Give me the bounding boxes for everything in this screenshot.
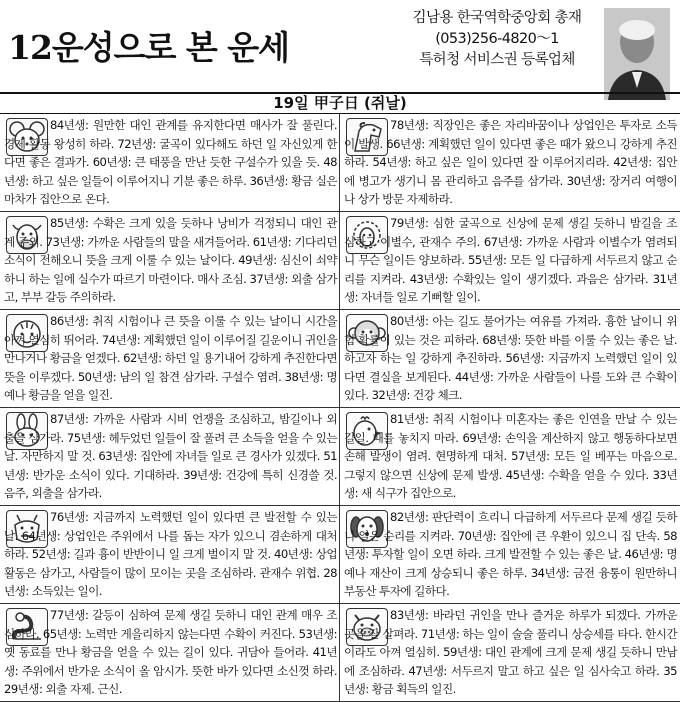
fortune-text: 87년생: 가까운 사람과 시비 언쟁을 조심하고, 밤길이나 외출을 삼가라. 75년생: 헤두었던 일들이 잘 풀려 큰 소득을 얻을 수 있는 날. 자만하지 말 것. 63년생: 집안에 자녀들 일로 큰 경사가 있겠다. 51년생: 반가운 소식이 있다. 기대하라. 39년생: 건강에 특히 신경쓸 것. 음주, 외출을 삼가라. [4,412,337,501]
fortune-text: 78년생: 직장인은 좋은 자리바꿈이나 상업인은 투자로 소득이 발생. 66년생: 계획했던 일이 있다면 좋은 때가 왔으니 강하게 추진하라. 54년생: 하고 싶은 일이 있다면 잘 이루어지리라. 42년생: 집안에 병고가 생기니 몸 관리하고 음주를 삼가라. 30년생: 장거리 여행이나 상가 방문 자제하라. [344,118,677,207]
fortune-text: 77년생: 갈등이 심하여 문제 생길 듯하니 대인 관계 매우 조심하라. 65년생: 노력만 게을리하지 않는다면 수확이 커진다. 53년생: 옛 동료를 만나 황금을 얻을 수 있는 길이 있다. 귀담아 들어라. 41년생: 주위에서 반가운 소식이 올 암시가. 뜻한 바가 있다면 소신껏 하라. 29년생: 외출 자제. 근신. [4,608,337,697]
phone-number: (053)256-4820～1 [435,31,559,47]
fortune-text: 84년생: 원만한 대인 관계를 유지한다면 매사가 잘 풀린다. 경제 활동 왕성히 하라. 72년생: 굴곡이 있다해도 하던 일 자신있게 한다면 좋은 결과가. 60년생: 큰 태풍을 만난 듯한 구설수가 있을 듯. 48년생: 하고 싶은 일들이 이루어지니 기분 좋은 하루. 36년생: 황금 실은 마차가 집안으로 온다. [4,118,337,207]
fortune-text: 85년생: 수확은 크게 있을 듯하나 낭비가 걱정되니 대인 관계 주의. 73년생: 가까운 사람들의 말을 새겨들어라. 61년생: 기다리던 소식이 전해오니 뜻을 크게 이룰 수 있는 날이다. 49년생: 심신이 쇠약하니 하는 일에 실수가 따르기 마련이다. 매사 조심. 37년생: 외출 삼가고, 부부 갈등 주의하라. [4,216,337,305]
fortune-text: 82년생: 판단력이 흐리니 다급하게 서두르다 문제 생길 듯하니 일은 순리를 지켜라. 70년생: 집안에 큰 우환이 있으니 집 단속. 58년생: 투자할 일이 오면 하라. 크게 발전할 수 있는 좋은 날. 46년생: 명예나 재산이 크게 상승되니 좋은 하루. 34년생: 금전 융통이 원만하니 부동산 투자에 길하다. [344,510,677,599]
fortune-text: 83년생: 바라던 귀인을 만나 즐거운 하루가 되겠다. 가까운 곳을 잘 살펴라. 71년생: 하는 일이 술술 풀리니 상승세를 타다. 한시간이라도 아껴 열심히. 59년생: 대인 관계에 크게 문제 생길 듯하니 만남에 조심하라. 47년생: 서두르지 말고 하고 싶은 일 심사숙고 하라. 35년생: 황금 획득의 일진. [344,608,677,697]
fortune-cell [340,506,680,604]
fortune-cell [340,604,680,702]
author-photo [604,8,670,100]
date-banner: 19일 甲子日 (쥐날) [0,92,680,114]
fortune-grid [0,114,680,702]
registration-text: 특허청 서비스권 등록업체 [419,52,575,68]
fortune-cell [0,604,340,702]
header [0,0,680,90]
fortune-cell [340,408,680,506]
author-block [397,8,597,71]
fortune-cell [0,310,340,408]
fortune-text: 81년생: 취직 시험이나 미혼자는 좋은 인연을 만날 수 있는 길일. 때를 놓치지 마라. 69년생: 손익을 계산하지 않고 행동하다보면 손해 발생이 염려. 현명하게 대처. 57년생: 모든 일 베푸는 마음으로. 그렇지 않으면 신상에 문제 발생. 45년생: 수확을 얻을 수 있다. 33년생: 새 식구가 집안으로. [344,412,677,501]
fortune-cell [0,114,340,212]
fortune-cell [340,114,680,212]
fortune-text: 76년생: 지금까지 노력했던 일이 있다면 큰 발전할 수 있는 날. 64년생: 상업인은 주위에서 나를 돕는 자가 있으니 겸손하게 대처하라. 52년생: 길과 흉이 반반이니 일 크게 벌이지 말 것. 40년생: 상업 활동은 삼가고, 사람들이 많이 모이는 곳을 조심하라. 관재수 위협. 28년생: 소득있는 일이. [4,510,337,599]
page-title: 12운성으로 본 운세 [8,28,290,67]
fortune-text: 79년생: 심한 굴곡으로 신상에 문제 생길 듯하니 밤길을 조심하고 이별수, 관재수 주의. 67년생: 가까운 사람과 이별수가 염려되니 무슨 일이든 양보하라. 55년생: 모든 일 다급하게 서두르지 않고 순리를 지켜라. 43년생: 수확있는 일이 생기겠다. 과음은 삼가라. 31년생: 자녀들 일로 기뻐할 일이. [344,216,677,305]
fortune-text: 80년생: 아는 길도 물어가는 여유를 가져라. 흉한 날이니 위험 확률이 있는 것은 피하라. 68년생: 뜻한 바를 이룰 수 있는 좋은 날. 하고자 하는 일 강하게 추진하라. 56년생: 지금까지 노력했던 일이 있다면 결실을 보게된다. 44년생: 가까운 사람들이 나를 도와 큰 수확이 있다. 32년생: 건강 체크. [344,314,677,403]
fortune-cell [0,212,340,310]
fortune-cell [0,408,340,506]
fortune-cell [0,506,340,604]
author-line: 김남용 한국역학중앙회 총재 [412,10,582,26]
fortune-cell [340,212,680,310]
fortune-cell [340,310,680,408]
fortune-text: 86년생: 취직 시험이나 큰 뜻을 이룰 수 있는 날이니 시간을 아껴 열심히 뛰어라. 74년생: 계획했던 일이 이루어질 길운이니 귀인을 만나거나 황금을 얻겠다. 62년생: 하던 일 용기내어 강하게 추진한다면 뜻을 이루겠다. 50년생: 남의 일 참견 삼가라. 구설수 염려. 38년생: 명예나 황금을 얻을 일진. [4,314,337,403]
